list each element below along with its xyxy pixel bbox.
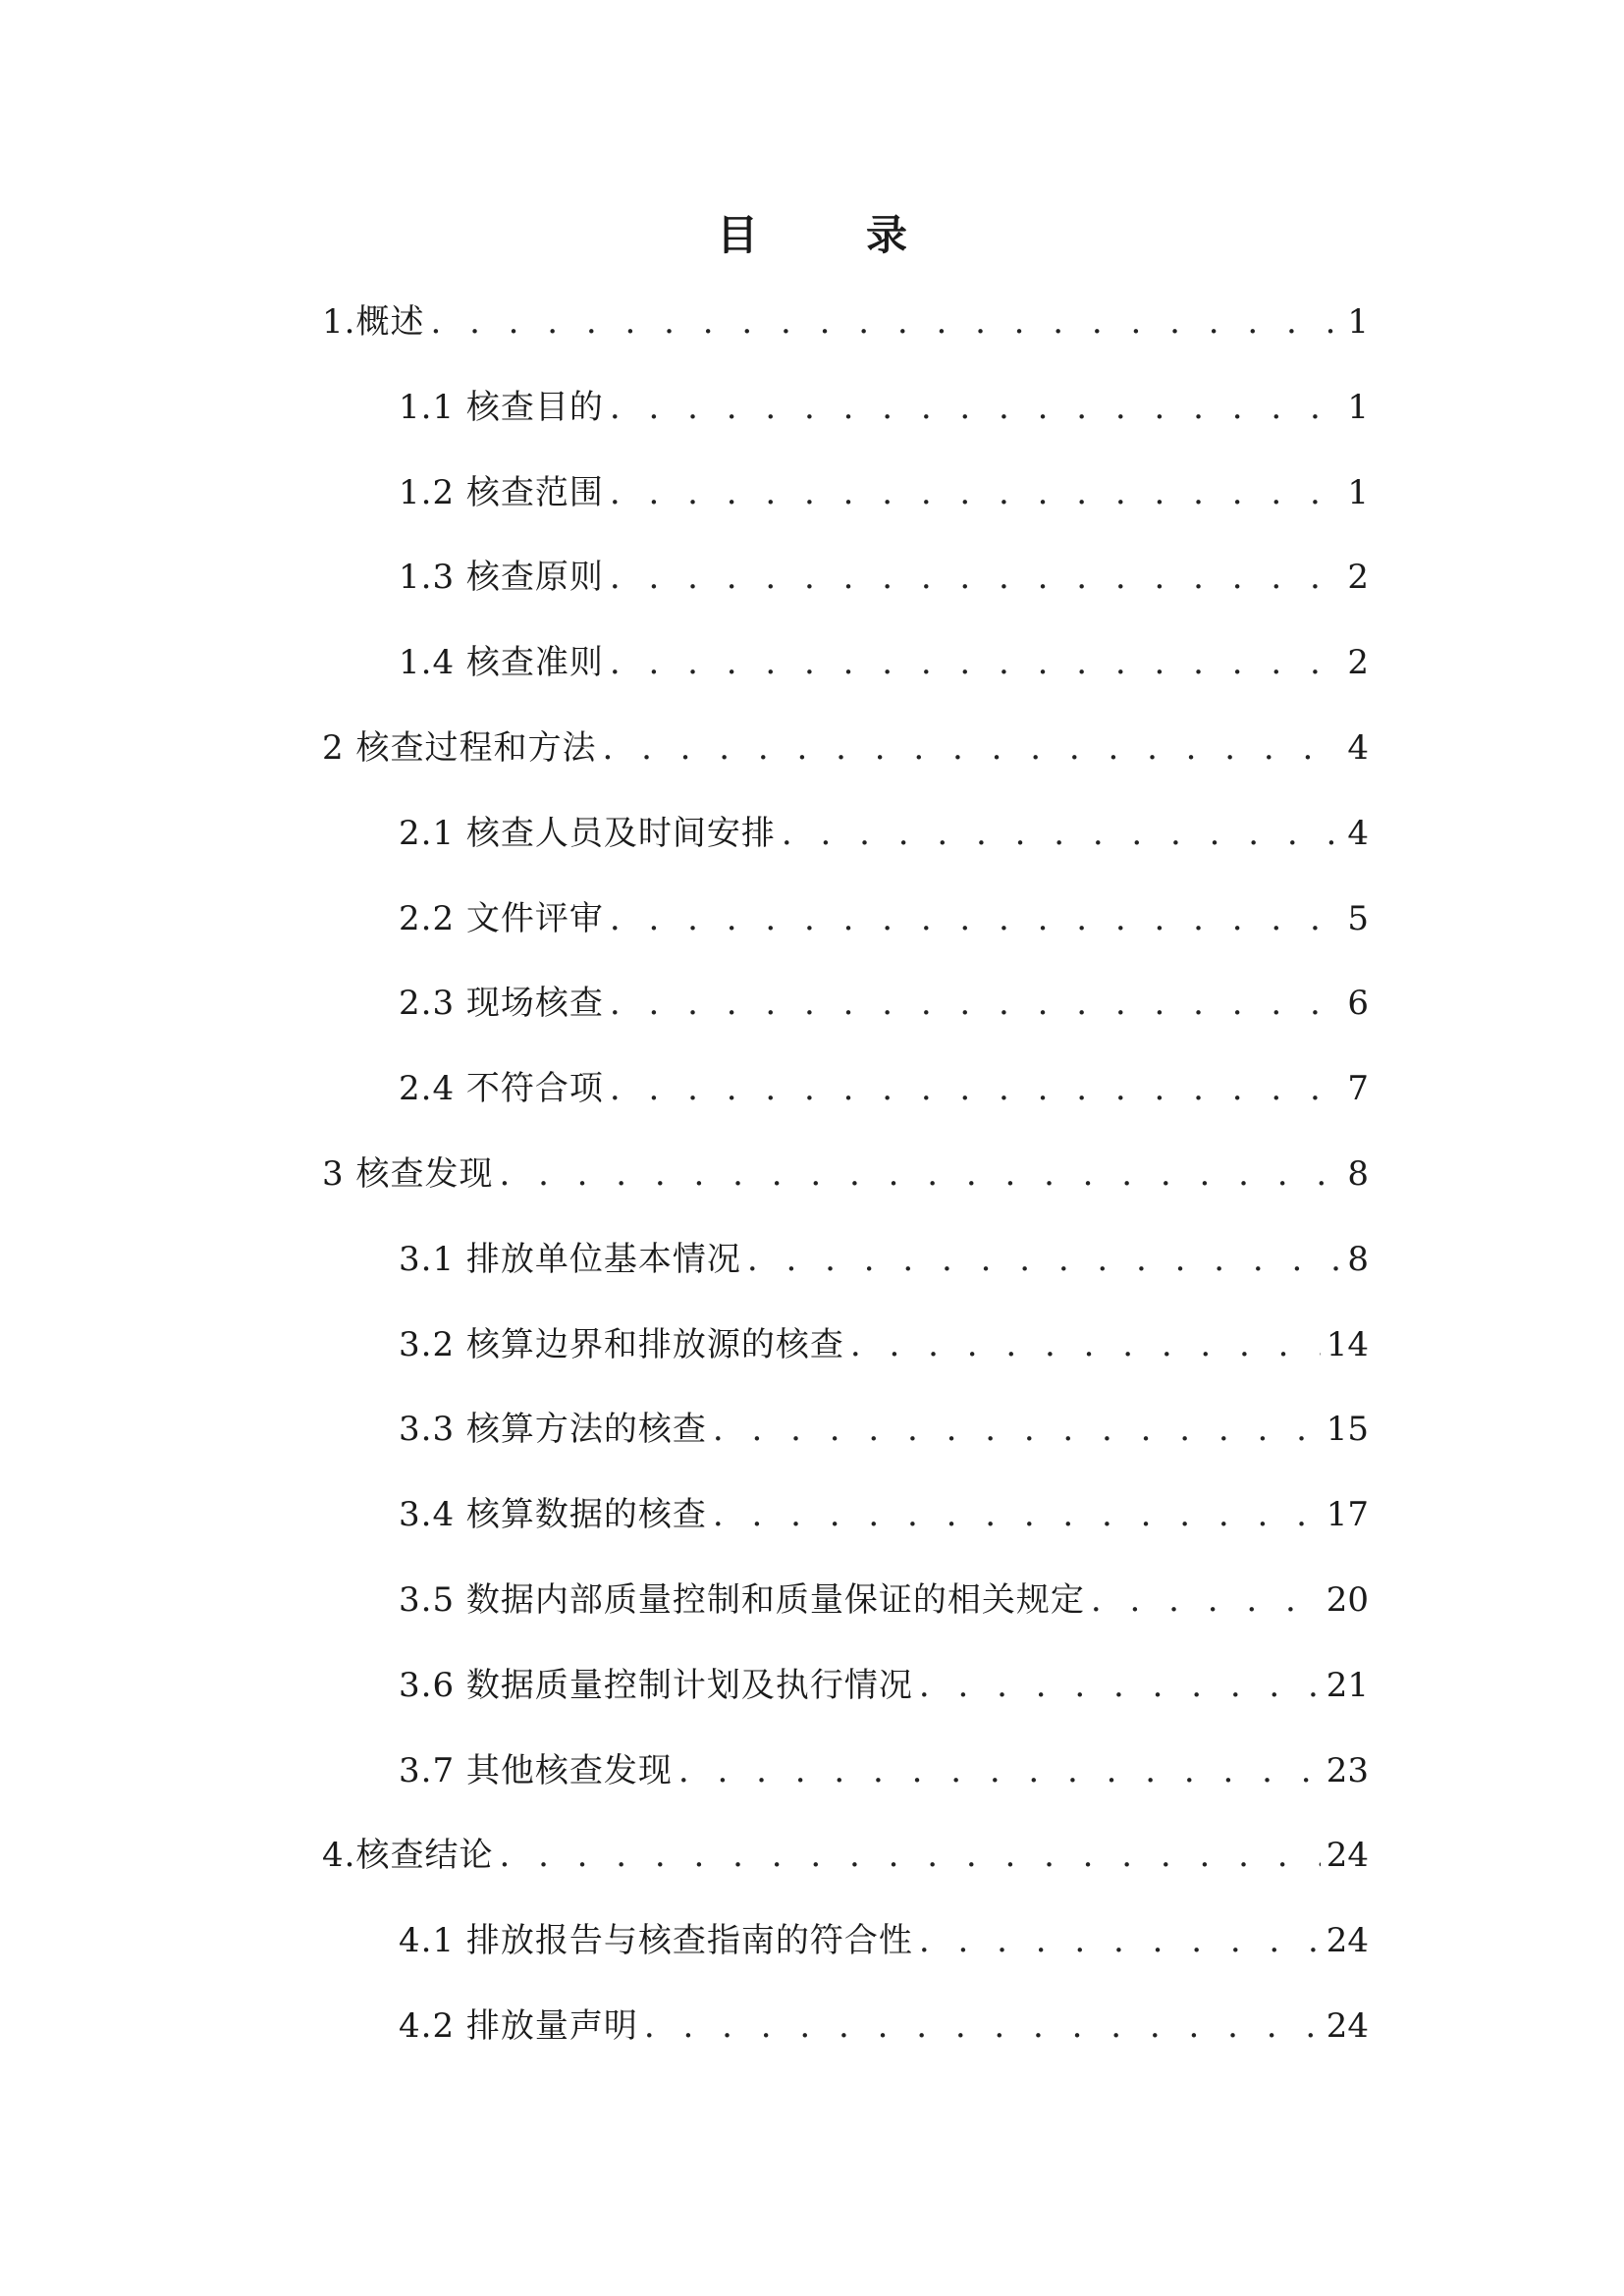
toc-entry[interactable] <box>399 976 1369 1031</box>
toc-entry-label: 2.4 不符合项 <box>399 1069 604 1108</box>
toc-entry-label: 3.6 数据质量控制计划及执行情况 <box>399 1666 913 1705</box>
toc-dot-leader <box>747 1232 1341 1287</box>
toc-entry-label: 1.4 核查准则 <box>399 643 604 682</box>
toc-dot-leader <box>610 465 1341 520</box>
toc-page-number: 2 <box>1347 643 1369 682</box>
toc-dot-leader <box>610 380 1341 435</box>
toc-entry[interactable] <box>322 1147 1369 1201</box>
toc-dot-leader <box>602 721 1341 775</box>
toc-entry-label: 3.1 排放单位基本情况 <box>399 1240 741 1279</box>
toc-entry[interactable] <box>399 1487 1369 1542</box>
toc-entry-label: 4.核查结论 <box>322 1836 494 1875</box>
toc-entry[interactable] <box>399 1743 1369 1798</box>
toc-entry-label: 3.3 核算方法的核查 <box>399 1410 707 1449</box>
toc-dot-leader <box>919 1658 1321 1713</box>
toc-entry-label: 3.2 核算边界和排放源的核查 <box>399 1325 844 1364</box>
page-title: 目 录 <box>716 211 941 259</box>
toc-dot-leader <box>430 294 1341 349</box>
toc-entry[interactable] <box>399 635 1369 690</box>
toc-dot-leader <box>610 976 1341 1031</box>
toc-entry-label: 2.1 核查人员及时间安排 <box>399 814 776 853</box>
toc-page-number: 1 <box>1347 473 1369 512</box>
toc-entry-label: 2 核查过程和方法 <box>322 728 597 768</box>
toc-page-number: 1 <box>1347 302 1369 342</box>
toc-page-number: 2 <box>1347 558 1369 597</box>
toc-entry-label: 4.2 排放量声明 <box>399 2006 638 2046</box>
toc-entry[interactable] <box>399 380 1369 435</box>
toc-entry-label: 1.1 核查目的 <box>399 388 604 427</box>
toc-dot-leader <box>782 806 1341 861</box>
toc-entry[interactable] <box>322 721 1369 775</box>
toc-dot-leader <box>713 1402 1321 1457</box>
toc-page-number: 20 <box>1326 1580 1369 1620</box>
toc-entry-label: 1.3 核查原则 <box>399 558 604 597</box>
toc-page-number: 15 <box>1326 1410 1369 1449</box>
toc-entry[interactable] <box>399 1573 1369 1628</box>
toc-dot-leader <box>499 1828 1320 1883</box>
toc-entry-label: 3.7 其他核查发现 <box>399 1751 673 1790</box>
toc-entry-label: 2.2 文件评审 <box>399 899 604 938</box>
toc-entry-label: 3 核查发现 <box>322 1154 494 1194</box>
toc-page-number: 24 <box>1326 1836 1369 1875</box>
toc-dot-leader <box>850 1317 1321 1372</box>
toc-dot-leader <box>610 635 1341 690</box>
toc-entry-label: 1.概述 <box>322 302 425 342</box>
toc-page-number: 5 <box>1347 899 1369 938</box>
toc-page-number: 4 <box>1347 814 1369 853</box>
toc-entry-label: 3.4 核算数据的核查 <box>399 1495 707 1534</box>
toc-page-number: 23 <box>1326 1751 1369 1790</box>
toc-entry[interactable] <box>399 1061 1369 1116</box>
toc-entry[interactable] <box>399 806 1369 861</box>
toc-dot-leader <box>713 1487 1321 1542</box>
toc-dot-leader <box>644 1999 1321 2054</box>
toc-entry[interactable] <box>399 1658 1369 1713</box>
toc-page-number: 8 <box>1347 1154 1369 1194</box>
toc-page-number: 1 <box>1347 388 1369 427</box>
toc-entry[interactable] <box>399 1317 1369 1372</box>
toc-page-number: 21 <box>1326 1666 1369 1705</box>
toc-entry[interactable] <box>322 294 1369 349</box>
toc-page-number: 17 <box>1326 1495 1369 1534</box>
toc-entry-label: 1.2 核查范围 <box>399 473 604 512</box>
toc-entry[interactable] <box>399 1232 1369 1287</box>
toc-page-number: 14 <box>1326 1325 1369 1364</box>
toc-entry-label: 2.3 现场核查 <box>399 984 604 1023</box>
toc-entry[interactable] <box>399 891 1369 946</box>
toc-dot-leader <box>1091 1573 1321 1628</box>
toc-page-number: 6 <box>1347 984 1369 1023</box>
toc-entry-label: 3.5 数据内部质量控制和质量保证的相关规定 <box>399 1580 1085 1620</box>
toc-dot-leader <box>919 1913 1321 1968</box>
toc-page-number: 24 <box>1326 1921 1369 1960</box>
toc-entry[interactable] <box>399 465 1369 520</box>
toc-page-number: 7 <box>1347 1069 1369 1108</box>
toc-entry[interactable] <box>399 1999 1369 2054</box>
toc-dot-leader <box>610 1061 1341 1116</box>
toc-entry[interactable] <box>399 550 1369 605</box>
toc-entry-label: 4.1 排放报告与核查指南的符合性 <box>399 1921 913 1960</box>
toc-page-number: 24 <box>1326 2006 1369 2046</box>
toc-page-number: 8 <box>1347 1240 1369 1279</box>
toc-entry[interactable] <box>399 1913 1369 1968</box>
toc-entry[interactable] <box>399 1402 1369 1457</box>
toc-entry[interactable] <box>322 1828 1369 1883</box>
toc-dot-leader <box>610 891 1341 946</box>
toc-dot-leader <box>499 1147 1341 1201</box>
toc-page-number: 4 <box>1347 728 1369 768</box>
toc-dot-leader <box>610 550 1341 605</box>
toc-dot-leader <box>678 1743 1321 1798</box>
